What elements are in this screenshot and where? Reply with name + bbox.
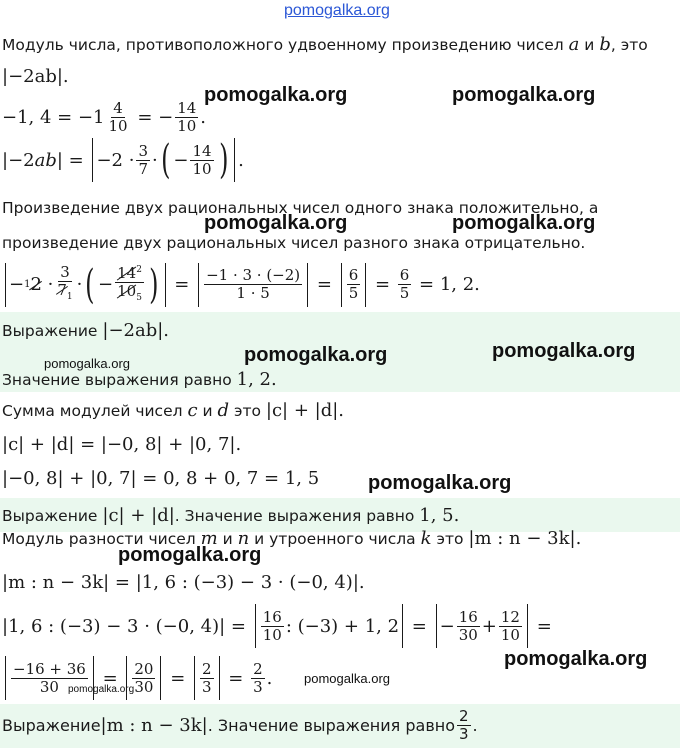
watermark-label: pomogalka.org xyxy=(452,212,596,234)
watermark-label: pomogalka.org xyxy=(204,212,348,234)
eq-sum-substitute: |c| + |d| = |−0, 8| + |0, 7|. xyxy=(2,434,242,455)
problem-1-statement: Модуль числа, противоположного удвоенному произведению чисел a и b, это xyxy=(2,34,648,55)
answer-1-value: Значение выражения равно 1, 2. xyxy=(2,369,277,390)
watermark-label: pomogalka.org xyxy=(492,340,636,362)
eq-sum-compute: |−0, 8| + |0, 7| = 0, 8 + 0, 7 = 1, 5 xyxy=(2,468,320,489)
watermark-label: pomogalka.org xyxy=(44,356,130,371)
watermark-label: pomogalka.org xyxy=(452,84,596,106)
eq-diff-result: $\frac{-16 + 36}{30}$ = $\frac{20}{30}$ = $\frac{2}{3}$ = $\frac{2}{3}$ . xyxy=(2,656,272,700)
watermark-label: pomogalka.org xyxy=(68,684,135,695)
answer-1-expression: Выражение |−2ab|. xyxy=(2,320,170,341)
watermark-label: pomogalka.org xyxy=(244,344,388,366)
eq-diff-substitute: |m : n − 3k| = |1, 6 : (−3) − 3 · (−0, 4)|. xyxy=(2,572,365,593)
watermark-label: pomogalka.org xyxy=(204,84,348,106)
answer-3: Выражение |m : n − 3k| . Значение выражения равно $\frac{2}{3}$ . xyxy=(2,707,478,743)
eq-diff-compute: |1, 6 : (−3) − 3 · (−0, 4)| = $\frac{16}{10}$ : (−3) + 1, 2 = − $\frac{16}{30}$ + $\frac{12}{10}$ = xyxy=(2,604,552,648)
eq-substitute: |−2ab| = −2 · $\frac{3}{7}$ · ( − $\frac{14}{10}$ ) . xyxy=(2,137,244,183)
eq-compute-product: − 1 2 · $\frac{3}{7_1}$ · ( − $\frac{14^2}{10_5}$ ) = $\frac{-1 \cdot 3 \cdot (-2)}{1 \cdot 5}$ = $\frac{6}{5}$ = $\frac{6}{5}$ = 1, 2. xyxy=(2,262,480,307)
header-watermark-link[interactable]: pomogalka.org xyxy=(284,2,390,19)
rule-text-1: Произведение двух рациональных чисел одного знака положительно, а xyxy=(2,199,599,217)
watermark-label: pomogalka.org xyxy=(304,671,390,686)
answer-2: Выражение |c| + |d|. Значение выражения равно 1, 5. xyxy=(2,505,460,526)
watermark-label: pomogalka.org xyxy=(504,648,648,670)
rule-text-2: произведение двух рациональных чисел разного знака отрицательно. xyxy=(2,234,586,252)
watermark-label: pomogalka.org xyxy=(118,544,262,566)
problem-3-statement: Модуль разности чисел m и n и утроенного числа k это |m : n − 3k|. xyxy=(2,528,582,549)
expr-abs-2ab: |−2ab|. xyxy=(2,66,69,87)
problem-2-statement: Сумма модулей чисел c и d это |c| + |d|. xyxy=(2,400,344,421)
eq-decimal-to-fraction: −1, 4 = −1 $\frac{4}{10}$ = − $\frac{14}{10}$ . xyxy=(2,99,207,135)
watermark-label: pomogalka.org xyxy=(368,472,512,494)
